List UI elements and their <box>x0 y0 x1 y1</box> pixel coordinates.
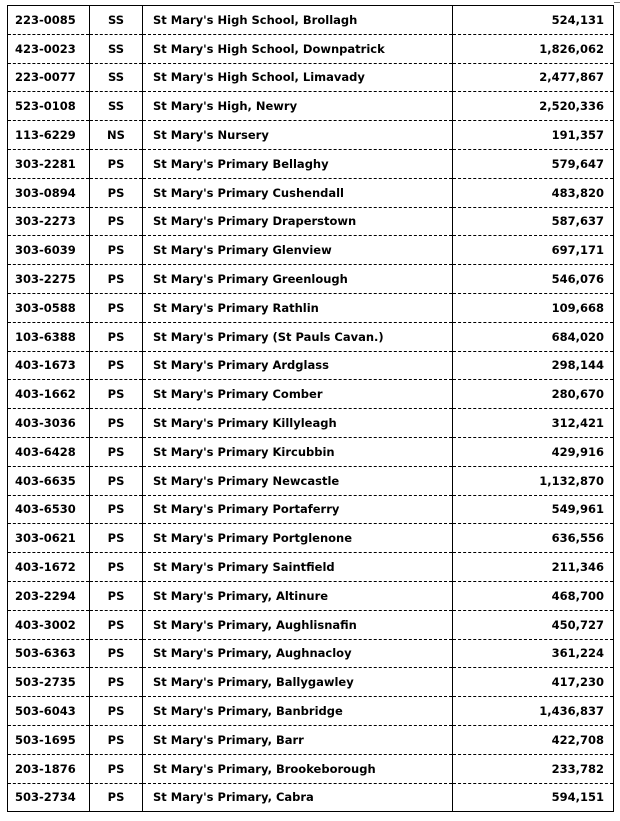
school-code-cell: 303-6039 <box>8 236 90 265</box>
amount-cell: 697,171 <box>453 236 614 265</box>
amount-cell: 549,961 <box>453 495 614 524</box>
table-row <box>8 121 614 150</box>
school-type-cell: SS <box>90 92 143 121</box>
amount-cell: 298,144 <box>453 351 614 380</box>
school-type-cell: SS <box>90 34 143 63</box>
school-name-cell: St Mary's Primary Draperstown <box>143 207 453 236</box>
amount-cell: 524,131 <box>453 6 614 35</box>
table-row <box>8 149 614 178</box>
amount-cell: 2,520,336 <box>453 92 614 121</box>
school-code-cell: 403-6530 <box>8 495 90 524</box>
school-name-cell: St Mary's Primary, Aughnacloy <box>143 639 453 668</box>
table-row <box>8 409 614 438</box>
table-row <box>8 351 614 380</box>
table-row <box>8 639 614 668</box>
school-name-cell: St Mary's Primary Saintfield <box>143 553 453 582</box>
school-code-cell: 303-0621 <box>8 524 90 553</box>
table-row <box>8 495 614 524</box>
school-code-cell: 503-1695 <box>8 725 90 754</box>
school-code-cell: 303-0894 <box>8 178 90 207</box>
amount-cell: 191,357 <box>453 121 614 150</box>
school-code-cell: 103-6388 <box>8 322 90 351</box>
table-row <box>8 92 614 121</box>
page-corner-mark <box>614 0 620 3</box>
school-name-cell: St Mary's Primary Ardglass <box>143 351 453 380</box>
school-type-cell: PS <box>90 524 143 553</box>
school-name-cell: St Mary's High School, Brollagh <box>143 6 453 35</box>
school-code-cell: 523-0108 <box>8 92 90 121</box>
table-row <box>8 207 614 236</box>
amount-cell: 1,436,837 <box>453 697 614 726</box>
school-name-cell: St Mary's Primary Glenview <box>143 236 453 265</box>
amount-cell: 1,132,870 <box>453 466 614 495</box>
school-type-cell: PS <box>90 697 143 726</box>
school-code-cell: 303-0588 <box>8 293 90 322</box>
school-code-cell: 303-2275 <box>8 265 90 294</box>
table-row <box>8 725 614 754</box>
school-code-cell: 403-1673 <box>8 351 90 380</box>
school-type-cell: PS <box>90 409 143 438</box>
amount-cell: 429,916 <box>453 437 614 466</box>
school-name-cell: St Mary's Primary Newcastle <box>143 466 453 495</box>
amount-cell: 450,727 <box>453 610 614 639</box>
table-row <box>8 783 614 812</box>
school-name-cell: St Mary's Primary Comber <box>143 380 453 409</box>
amount-cell: 312,421 <box>453 409 614 438</box>
table-body <box>8 6 614 812</box>
table-row <box>8 293 614 322</box>
school-code-cell: 403-1672 <box>8 553 90 582</box>
school-type-cell: PS <box>90 265 143 294</box>
table-row <box>8 6 614 35</box>
school-type-cell: PS <box>90 495 143 524</box>
school-code-cell: 403-3002 <box>8 610 90 639</box>
amount-cell: 211,346 <box>453 553 614 582</box>
school-code-cell: 303-2281 <box>8 149 90 178</box>
school-type-cell: PS <box>90 437 143 466</box>
school-type-cell: PS <box>90 178 143 207</box>
school-type-cell: NS <box>90 121 143 150</box>
amount-cell: 684,020 <box>453 322 614 351</box>
amount-cell: 483,820 <box>453 178 614 207</box>
table-row <box>8 322 614 351</box>
school-name-cell: St Mary's Primary, Barr <box>143 725 453 754</box>
school-name-cell: St Mary's Primary, Ballygawley <box>143 668 453 697</box>
school-name-cell: St Mary's Primary Cushendall <box>143 178 453 207</box>
amount-cell: 579,647 <box>453 149 614 178</box>
school-name-cell: St Mary's Primary Portglenone <box>143 524 453 553</box>
school-name-cell: St Mary's Primary Portaferry <box>143 495 453 524</box>
school-code-cell: 403-3036 <box>8 409 90 438</box>
school-name-cell: St Mary's Primary, Cabra <box>143 783 453 812</box>
school-code-cell: 203-1876 <box>8 754 90 783</box>
table-row <box>8 380 614 409</box>
school-type-cell: PS <box>90 754 143 783</box>
amount-cell: 546,076 <box>453 265 614 294</box>
amount-cell: 594,151 <box>453 783 614 812</box>
school-code-cell: 223-0085 <box>8 6 90 35</box>
table-row <box>8 697 614 726</box>
table-row <box>8 553 614 582</box>
school-type-cell: PS <box>90 149 143 178</box>
table-row <box>8 610 614 639</box>
school-type-cell: PS <box>90 351 143 380</box>
school-type-cell: PS <box>90 236 143 265</box>
table-row <box>8 34 614 63</box>
school-name-cell: St Mary's Primary, Altinure <box>143 581 453 610</box>
school-name-cell: St Mary's Primary Killyleagh <box>143 409 453 438</box>
amount-cell: 361,224 <box>453 639 614 668</box>
table-row <box>8 178 614 207</box>
school-type-cell: PS <box>90 293 143 322</box>
table-row <box>8 265 614 294</box>
school-type-cell: SS <box>90 63 143 92</box>
table-row <box>8 437 614 466</box>
school-code-cell: 403-6635 <box>8 466 90 495</box>
school-name-cell: St Mary's High School, Downpatrick <box>143 34 453 63</box>
school-type-cell: PS <box>90 322 143 351</box>
amount-cell: 468,700 <box>453 581 614 610</box>
school-type-cell: PS <box>90 581 143 610</box>
table-row <box>8 581 614 610</box>
school-code-cell: 423-0023 <box>8 34 90 63</box>
amount-cell: 109,668 <box>453 293 614 322</box>
amount-cell: 233,782 <box>453 754 614 783</box>
table-row <box>8 63 614 92</box>
school-code-cell: 503-2735 <box>8 668 90 697</box>
amount-cell: 417,230 <box>453 668 614 697</box>
school-name-cell: St Mary's Primary Bellaghy <box>143 149 453 178</box>
school-code-cell: 303-2273 <box>8 207 90 236</box>
table-row <box>8 524 614 553</box>
school-name-cell: St Mary's Primary, Aughlisnafin <box>143 610 453 639</box>
school-type-cell: PS <box>90 668 143 697</box>
table-row <box>8 236 614 265</box>
school-code-cell: 403-6428 <box>8 437 90 466</box>
school-name-cell: St Mary's Nursery <box>143 121 453 150</box>
school-code-cell: 223-0077 <box>8 63 90 92</box>
school-name-cell: St Mary's Primary Rathlin <box>143 293 453 322</box>
school-type-cell: PS <box>90 610 143 639</box>
school-code-cell: 113-6229 <box>8 121 90 150</box>
school-type-cell: PS <box>90 783 143 812</box>
school-code-cell: 503-6043 <box>8 697 90 726</box>
school-name-cell: St Mary's Primary (St Pauls Cavan.) <box>143 322 453 351</box>
school-code-cell: 403-1662 <box>8 380 90 409</box>
schools-funding-table <box>7 5 614 812</box>
school-type-cell: PS <box>90 380 143 409</box>
amount-cell: 2,477,867 <box>453 63 614 92</box>
school-type-cell: PS <box>90 553 143 582</box>
school-name-cell: St Mary's Primary Kircubbin <box>143 437 453 466</box>
school-type-cell: PS <box>90 207 143 236</box>
school-code-cell: 503-2734 <box>15 790 76 805</box>
table-row <box>8 668 614 697</box>
school-type-cell: SS <box>90 6 143 35</box>
table-row <box>8 754 614 783</box>
amount-cell: 280,670 <box>453 380 614 409</box>
school-code-cell: 503-6363 <box>8 639 90 668</box>
amount-cell: 422,708 <box>453 725 614 754</box>
school-name-cell: St Mary's Primary, Brookeborough <box>143 754 453 783</box>
school-type-cell: PS <box>90 466 143 495</box>
school-code-cell: 203-2294 <box>8 581 90 610</box>
amount-cell: 1,826,062 <box>453 34 614 63</box>
school-name-cell: St Mary's Primary, Banbridge <box>143 697 453 726</box>
amount-cell: 636,556 <box>453 524 614 553</box>
school-type-cell: PS <box>90 639 143 668</box>
amount-cell: 587,637 <box>453 207 614 236</box>
school-name-cell: St Mary's High School, Limavady <box>143 63 453 92</box>
school-name-cell: St Mary's Primary Greenlough <box>143 265 453 294</box>
table-row <box>8 466 614 495</box>
school-name-cell: St Mary's High, Newry <box>143 92 453 121</box>
school-type-cell: PS <box>90 725 143 754</box>
